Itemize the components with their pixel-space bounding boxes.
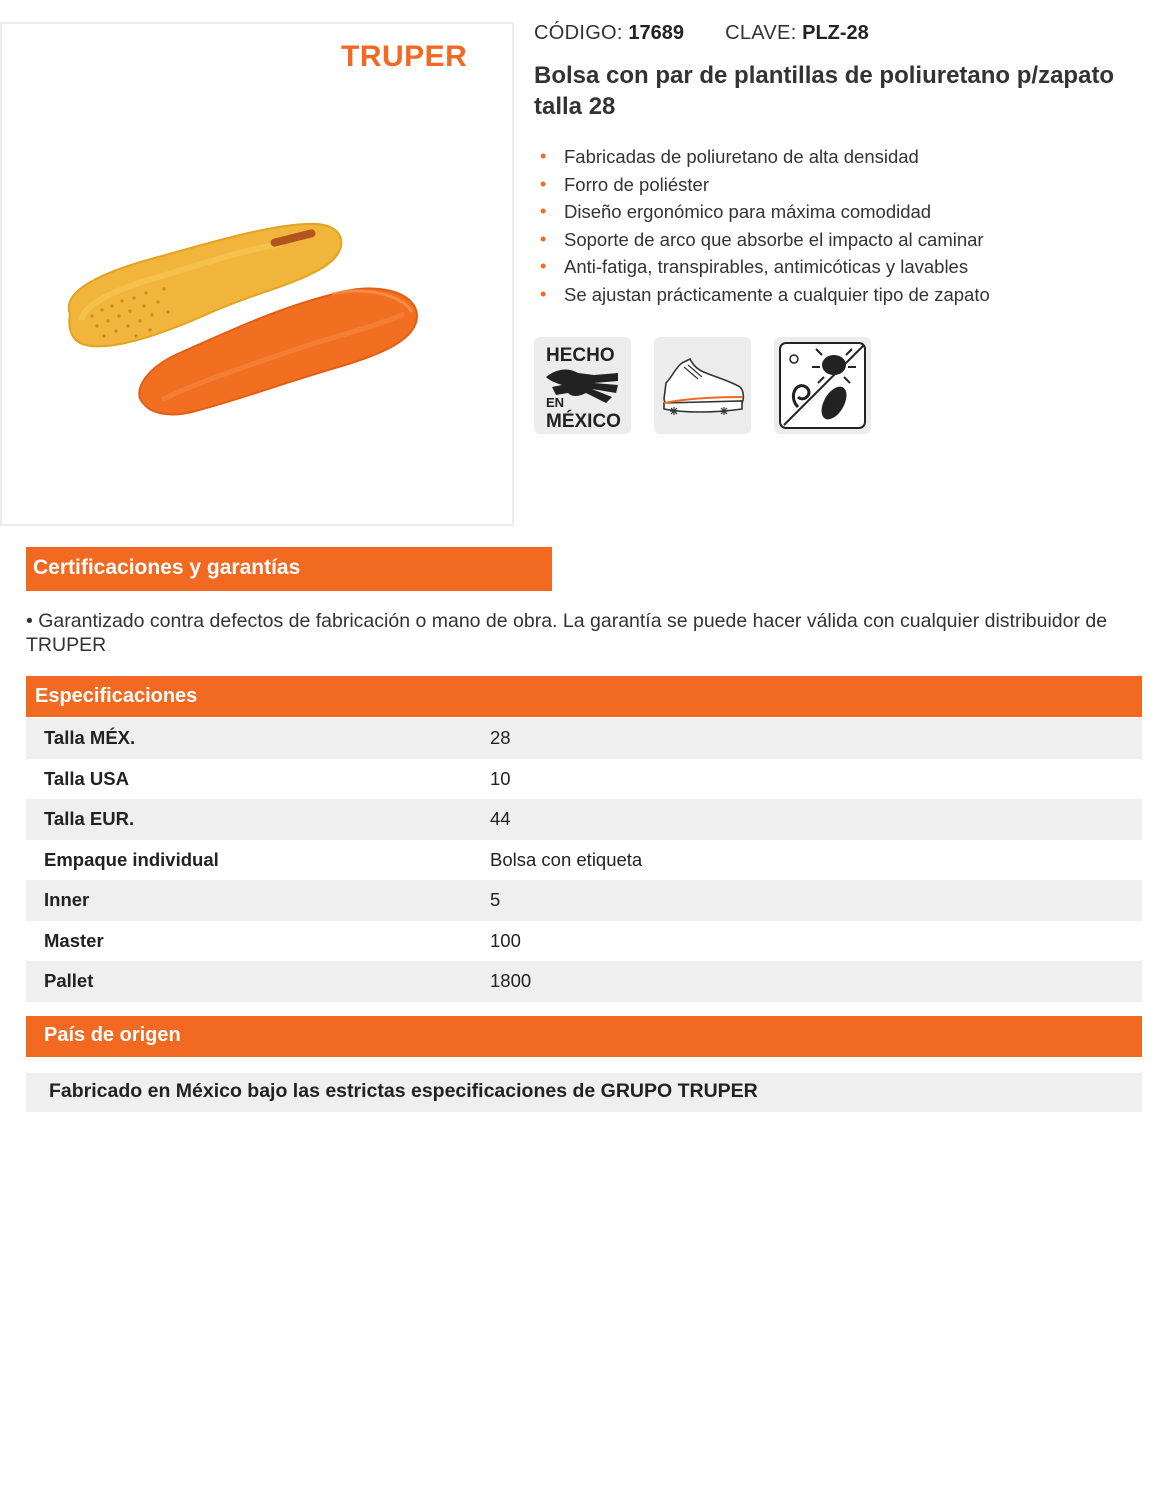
bullet-icon: • [540,201,547,221]
spec-value: 44 [490,799,1142,840]
antimicrobial-icon [774,337,871,434]
table-row [26,961,1142,1002]
bullet-icon: • [540,146,547,166]
clave-value: PLZ-28 [802,22,869,44]
spec-label: Talla EUR. [26,799,490,840]
table-row [26,799,1142,840]
especificaciones-heading: Especificaciones [26,676,1142,717]
hecho-en-mexico-badge [534,337,631,434]
origen-text: Fabricado en México bajo las estrictas especificaciones de GRUPO TRUPER [26,1073,1142,1112]
product-codes [534,22,869,45]
svg-text:MÉXICO: MÉXICO [546,411,621,432]
codigo-value: 17689 [628,22,684,44]
insoles-image [52,194,432,444]
feature-item: • Soporte de arco que absorbe el impacto al caminar [540,226,990,254]
bullet-icon: • [540,228,547,249]
bullet-icon: • [540,173,547,194]
feature-list [540,143,990,308]
spec-value: Bolsa con etiqueta [490,848,643,870]
guarantee-text: • Garantizado contra defectos de fabricación o mano de obra. La garantía se puede hacer válida con cualquier distribuidor de TRUPER [26,610,1108,656]
feature-item: • Forro de poliéster [540,171,990,199]
certificaciones-heading: Certificaciones y garantías [26,547,552,591]
spec-label: Pallet [26,961,490,1002]
table-row [26,880,1142,921]
clave-label: CLAVE: [725,22,797,44]
spec-label: Empaque individual [44,848,219,870]
product-image-frame [0,22,514,526]
feature-item: • Fabricadas de poliuretano de alta densidad [540,143,990,171]
spec-label: Talla MÉX. [26,718,490,759]
spec-value: 5 [490,880,1142,921]
spec-value: 10 [490,767,511,789]
feature-item: • Diseño ergonómico para máxima comodidad [540,198,990,226]
bullet-icon: • [540,283,547,304]
spec-label: Inner [26,880,490,921]
table-row [26,921,1142,962]
origen-heading: País de origen [26,1016,1142,1057]
spec-label: Master [44,929,104,951]
spec-value: 100 [490,929,521,951]
spec-value: 1800 [490,961,1142,1002]
shoe-comfort-icon [654,337,751,434]
svg-text:EN: EN [546,395,565,410]
truper-logo: TRUPER [341,40,468,73]
feature-item: • Se ajustan prácticamente a cualquier tipo de zapato [540,281,990,309]
svg-text:HECHO: HECHO [546,345,615,366]
codigo-label: CÓDIGO: [534,22,623,44]
product-title: Bolsa con par de plantillas de poliuretano p/zapato talla 28 [534,62,1115,120]
table-row [26,718,1142,759]
feature-item: • Anti-fatiga, transpirables, antimicóticas y lavables [540,253,990,281]
spec-value: 28 [490,718,1142,759]
table-row [26,759,1142,800]
bullet-icon: • [540,256,547,276]
spec-table [26,718,1142,1002]
table-row [26,840,1142,881]
spec-label: Talla USA [44,767,129,789]
